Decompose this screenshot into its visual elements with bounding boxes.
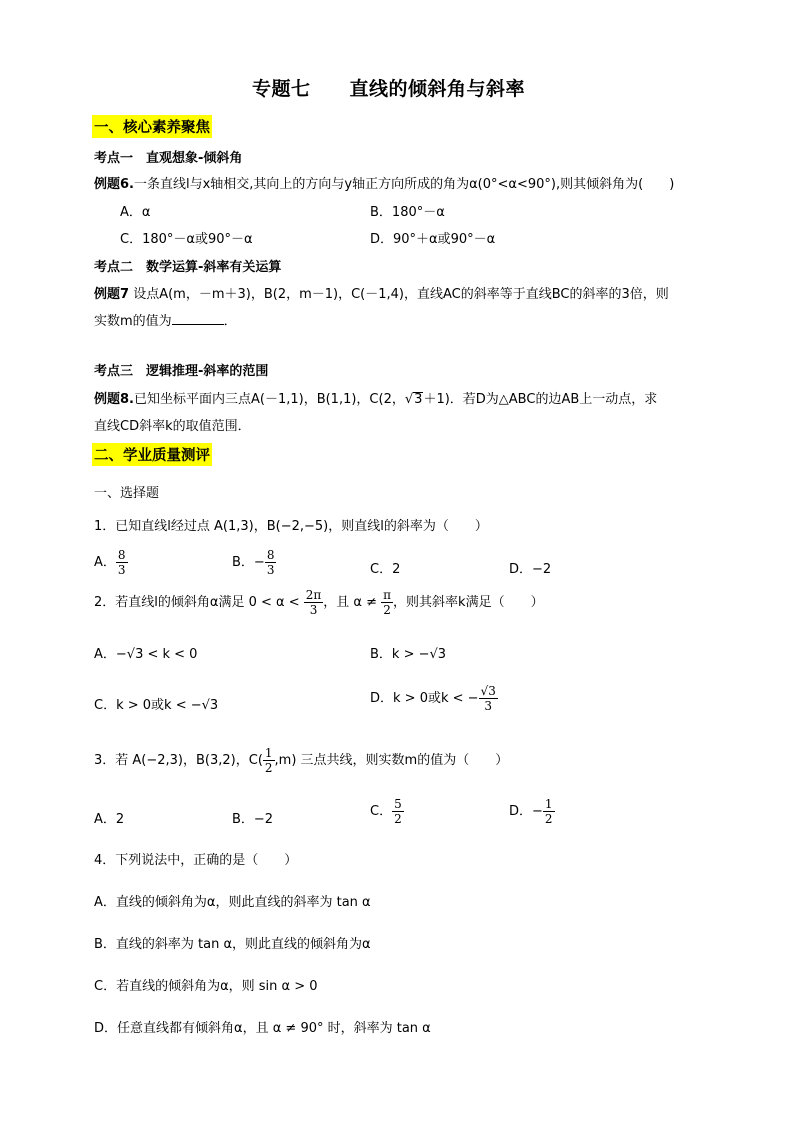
fraction — [263, 746, 275, 775]
denominator: 2 — [394, 812, 402, 826]
fraction — [392, 797, 404, 826]
question-1-option-a — [94, 548, 128, 577]
example-8-label: 例题8. — [94, 392, 134, 407]
question-2-option-a: A．−√3 < k < 0 — [94, 647, 198, 662]
question-4-stem: 4．下列说法中，正确的是（ ） — [94, 853, 298, 868]
option-label: C． — [370, 804, 393, 819]
numerator: 8 — [117, 548, 126, 562]
example-7-label: 例题7 — [94, 287, 130, 302]
option-label: D．− — [509, 804, 543, 819]
q2-stem-b: ，且 α ≠ — [323, 595, 378, 610]
example-8-text-b: ＋1)．若D为△ABC的边AB上一动点，求 — [423, 392, 658, 407]
example-7-text: 设点A(m，－m＋3)，B(2，m－1)，C(－1,4)，直线AC的斜率等于直线BC的斜率的3倍，则 — [133, 287, 669, 302]
fraction — [381, 588, 393, 617]
fraction — [116, 548, 128, 577]
question-1-option-b — [232, 548, 276, 577]
answer-blank[interactable] — [172, 312, 224, 325]
question-3-option-c — [370, 797, 404, 826]
question-4-option-a: A．直线的倾斜角为α，则此直线的斜率为 tan α — [94, 895, 371, 910]
example-6-option-a: A．α — [120, 205, 151, 220]
kaodian-2-heading: 考点二 数学运算-斜率有关运算 — [94, 260, 282, 275]
question-2-stem — [94, 588, 544, 617]
fraction — [543, 797, 555, 826]
example-6-option-b: B．180°－α — [370, 205, 445, 220]
numerator: 1 — [544, 797, 553, 811]
fraction — [479, 684, 498, 713]
part-heading-choice: 一、选择题 — [94, 486, 160, 501]
example-8-text-a: 已知坐标平面内三点A(－1,1)，B(1,1)，C(2， — [133, 392, 405, 407]
question-1-option-d: D．−2 — [509, 562, 552, 577]
denominator: 3 — [266, 563, 275, 577]
denominator: 3 — [309, 603, 318, 617]
example-6-option-d: D．90°＋α或90°－α — [370, 232, 496, 247]
kaodian-1-heading: 考点一 直观想象-倾斜角 — [94, 151, 243, 166]
example-8-line-1: 例题8.已知坐标平面内三点A(－1,1)，B(1,1)，C(2，√3＋1)．若D为△ABC的边AB上一动点，求 — [94, 392, 658, 407]
example-7-period: ． — [223, 314, 237, 329]
question-1-stem: 1．已知直线l经过点 A(1,3)，B(−2,−5)，则直线l的斜率为（ ） — [94, 519, 488, 534]
numerator: 1 — [264, 746, 273, 760]
question-4-option-b: B．直线的斜率为 tan α，则此直线的倾斜角为α — [94, 937, 371, 952]
question-3-stem — [94, 746, 508, 775]
example-7-text-2: 实数m的值为 — [94, 314, 172, 329]
numerator: √3 — [480, 684, 496, 698]
question-4-option-d: D．任意直线都有倾斜角α，且 α ≠ 90° 时，斜率为 tan α — [94, 1021, 431, 1036]
section-heading-assessment: 二、学业质量测评 — [92, 443, 212, 466]
question-1-option-c: C．2 — [370, 562, 401, 577]
option-label: D．k > 0或k < − — [370, 691, 479, 706]
numerator: π — [383, 588, 392, 602]
option-label: A． — [94, 555, 116, 570]
example-8-line-2: 直线CD斜率k的取值范围． — [94, 419, 251, 434]
fraction — [304, 588, 324, 617]
denominator: 2 — [383, 603, 391, 617]
denominator: 3 — [484, 699, 492, 713]
question-2-option-d — [370, 684, 498, 713]
kaodian-3-heading: 考点三 逻辑推理-斜率的范围 — [94, 364, 269, 379]
question-2-option-c: C．k > 0或k < −√3 — [94, 698, 219, 713]
example-7-line-2 — [94, 310, 237, 329]
q2-stem-c: ，则其斜率k满足（ ） — [393, 595, 544, 610]
numerator: 5 — [394, 797, 402, 811]
option-label: B．− — [232, 555, 265, 570]
section-heading-core: 一、核心素养聚焦 — [92, 115, 212, 138]
question-2-option-b: B．k > −√3 — [370, 647, 447, 662]
question-3-option-b: B．−2 — [232, 812, 274, 827]
example-7-line-1 — [94, 283, 669, 302]
q3-stem-a: 3．若 A(−2,3)，B(3,2)，C( — [94, 753, 263, 768]
sqrt-argument: 3 — [414, 392, 423, 407]
example-6-text: 一条直线l与x轴相交,其向上的方向与y轴正方向所成的角为α(0°<α<90°),则其倾斜角为( ) — [133, 177, 675, 192]
question-4-option-c: C．若直线的倾斜角为α，则 sin α > 0 — [94, 979, 318, 994]
q2-stem-a: 2．若直线l的倾斜角α满足 0 < α < — [94, 595, 300, 610]
example-6-question — [94, 173, 674, 192]
denominator: 2 — [264, 761, 273, 775]
numerator: 2π — [305, 588, 322, 602]
question-3-option-a: A．2 — [94, 812, 125, 827]
fraction — [265, 548, 277, 577]
numerator: 8 — [266, 548, 275, 562]
question-3-option-d — [509, 797, 555, 826]
denominator: 2 — [544, 812, 553, 826]
q3-stem-b: ,m) 三点共线，则实数m的值为（ ） — [274, 753, 509, 768]
page-title: 专题七 直线的倾斜角与斜率 — [252, 78, 526, 100]
denominator: 3 — [117, 563, 126, 577]
example-6-label: 例题6. — [94, 177, 134, 192]
example-6-option-c: C．180°－α或90°－α — [120, 232, 253, 247]
